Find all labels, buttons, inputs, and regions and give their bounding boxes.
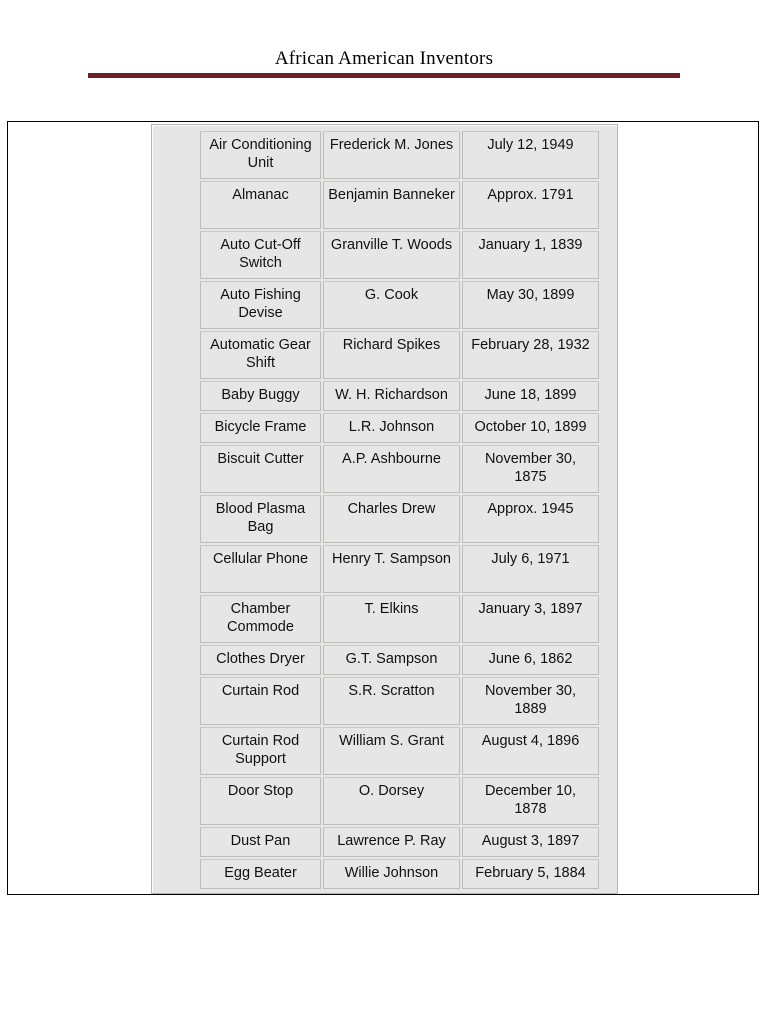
inventor-cell: A.P. Ashbourne [323,445,460,493]
table-row [200,495,599,543]
inventor-cell: Lawrence P. Ray [323,827,460,857]
table-row [200,445,599,493]
date-cell: October 10, 1899 [462,413,599,443]
table-row [200,677,599,725]
table-row [200,827,599,857]
table-row [200,413,599,443]
inventor-cell: G.T. Sampson [323,645,460,675]
table-row [200,595,599,643]
inventor-cell: Richard Spikes [323,331,460,379]
date-cell: Approx. 1791 [462,181,599,229]
date-cell: June 6, 1862 [462,645,599,675]
page-title: African American Inventors [274,48,494,69]
inventor-cell: L.R. Johnson [323,413,460,443]
date-cell: November 30, 1889 [462,677,599,725]
table-row [200,231,599,279]
table-row [200,281,599,329]
invention-cell: Door Stop [200,777,321,825]
inventor-cell: Frederick M. Jones [323,131,460,179]
invention-cell: Curtain Rod Support [200,727,321,775]
inventor-cell: Willie Johnson [323,859,460,889]
invention-cell: Chamber Commode [200,595,321,643]
title-divider [88,73,680,78]
invention-cell: Egg Beater [200,859,321,889]
inventor-cell: T. Elkins [323,595,460,643]
table-row [200,131,599,179]
invention-cell: Almanac [200,181,321,229]
invention-cell: Dust Pan [200,827,321,857]
inventor-cell: Henry T. Sampson [323,545,460,593]
date-cell: December 10, 1878 [462,777,599,825]
date-cell: June 18, 1899 [462,381,599,411]
inventor-cell: William S. Grant [323,727,460,775]
inventors-table [198,129,601,891]
invention-cell: Auto Cut-Off Switch [200,231,321,279]
invention-cell: Curtain Rod [200,677,321,725]
date-cell: January 1, 1839 [462,231,599,279]
table-row [200,381,599,411]
inventor-cell: W. H. Richardson [323,381,460,411]
table-row [200,859,599,889]
invention-cell: Automatic Gear Shift [200,331,321,379]
table-row [200,181,599,229]
invention-cell: Clothes Dryer [200,645,321,675]
date-cell: February 28, 1932 [462,331,599,379]
table-row [200,331,599,379]
date-cell: January 3, 1897 [462,595,599,643]
date-cell: July 12, 1949 [462,131,599,179]
inventor-cell: Charles Drew [323,495,460,543]
date-cell: July 6, 1971 [462,545,599,593]
invention-cell: Biscuit Cutter [200,445,321,493]
table-row [200,727,599,775]
inventor-cell: O. Dorsey [323,777,460,825]
table-row [200,777,599,825]
table-row [200,545,599,593]
date-cell: May 30, 1899 [462,281,599,329]
invention-cell: Air Conditioning Unit [200,131,321,179]
invention-cell: Blood Plasma Bag [200,495,321,543]
date-cell: Approx. 1945 [462,495,599,543]
date-cell: August 3, 1897 [462,827,599,857]
date-cell: August 4, 1896 [462,727,599,775]
invention-cell: Auto Fishing Devise [200,281,321,329]
inventors-table-panel [151,124,618,894]
invention-cell: Bicycle Frame [200,413,321,443]
inventor-cell: Benjamin Banneker [323,181,460,229]
invention-cell: Baby Buggy [200,381,321,411]
inventor-cell: S.R. Scratton [323,677,460,725]
table-row [200,645,599,675]
date-cell: November 30, 1875 [462,445,599,493]
date-cell: February 5, 1884 [462,859,599,889]
inventor-cell: G. Cook [323,281,460,329]
inventor-cell: Granville T. Woods [323,231,460,279]
invention-cell: Cellular Phone [200,545,321,593]
